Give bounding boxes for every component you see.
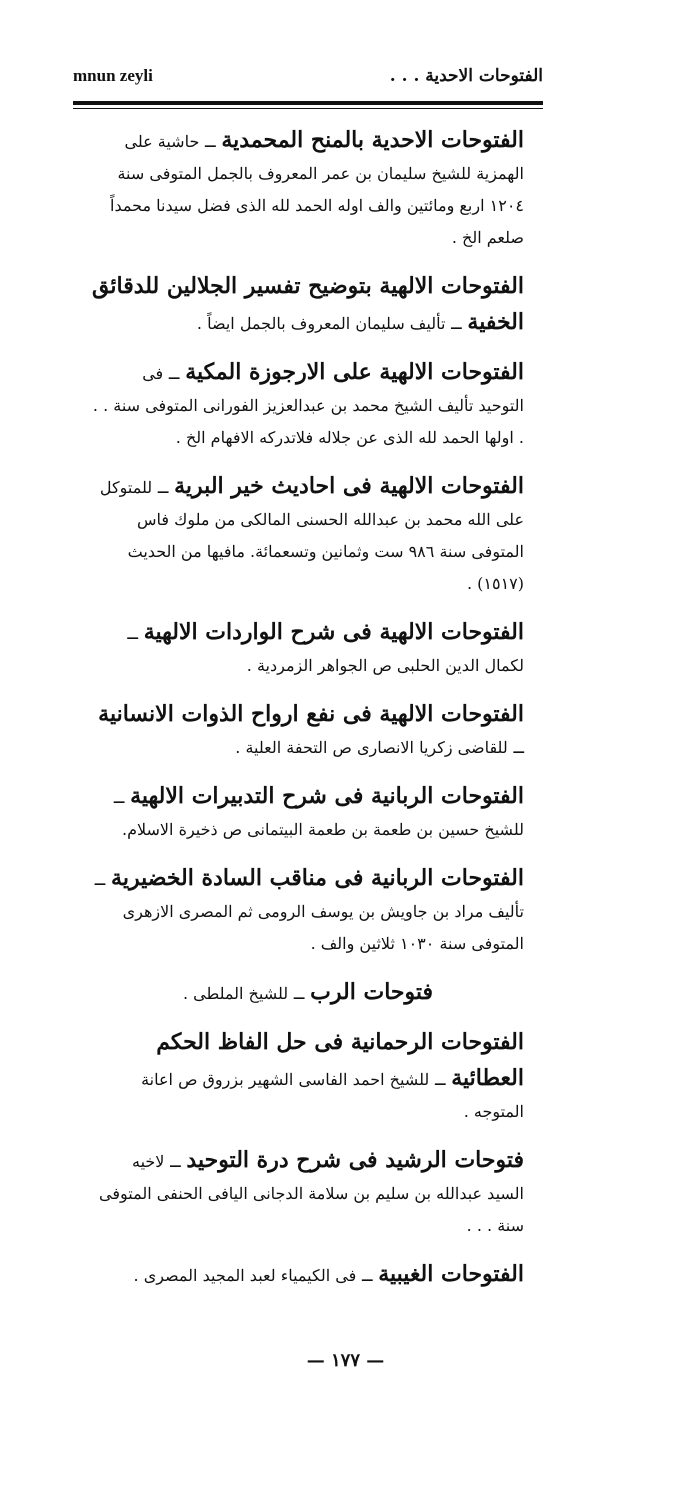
entry-separator: ــ bbox=[164, 1151, 187, 1172]
entry-description: للمتوكل على الله محمد بن عبدالله الحسنى المالكى من ملوك فاس المتوفى سنة ٩٨٦ ست وثمانين وتسعمائة. مافيها من الحديث (١٥١٧) . bbox=[99, 478, 524, 593]
entry-separator: ــ bbox=[199, 131, 222, 152]
entry-separator: ــ bbox=[507, 737, 524, 758]
entry-title: الفتوحات الالهية بتوضيح تفسير الجلالين للدقائق الخفية bbox=[92, 273, 524, 335]
entry-description: للشيخ الملطى . bbox=[182, 984, 289, 1003]
entry-title: الفتوحات الاحدية بالمنح المحمدية bbox=[221, 127, 524, 153]
entry bbox=[92, 1024, 524, 1128]
entry bbox=[92, 122, 524, 254]
entry-description: للشيخ حسين بن طعمة بن طعمة البيتمانى ص ذخيرة الاسلام. bbox=[121, 820, 524, 839]
entry-list bbox=[92, 122, 524, 1306]
entry-separator: ــ bbox=[94, 869, 112, 890]
entry-description: فى التوحيد تأليف الشيخ محمد بن عبدالعزيز الفورانى المتوفى سنة . . . اولها الحمد لله الذى عن جلاله فلاتدركه الافهام الخ . bbox=[92, 364, 524, 447]
entry-separator: ــ bbox=[445, 313, 468, 334]
entry bbox=[92, 860, 524, 960]
entry-description: للقاضى زكريا الانصارى ص التحفة العلية . bbox=[235, 738, 508, 757]
entry-title: الفتوحات الالهية فى احاديث خير البرية bbox=[174, 473, 524, 499]
entry-description: تأليف مراد بن جاويش بن يوسف الرومى ثم المصرى الازهرى المتوفى سنة ١٠٣٠ ثلاثين والف . bbox=[122, 902, 524, 953]
entry-separator: ــ bbox=[356, 1265, 379, 1286]
entry bbox=[92, 614, 524, 682]
entry-title: الفتوحات الالهية فى نفع ارواح الذوات الانسانية bbox=[98, 701, 524, 727]
entry bbox=[92, 268, 524, 340]
entry-title: الفتوحات الربانية فى مناقب السادة الخضيرية bbox=[111, 865, 524, 891]
entry bbox=[92, 696, 524, 764]
entry-separator: ــ bbox=[288, 983, 311, 1004]
entry-title: فتوحات الرشيد فى شرح درة التوحيد bbox=[186, 1147, 524, 1173]
entry-separator: ــ bbox=[113, 787, 131, 808]
entry-title: الفتوحات الرحمانية فى حل الفاظ الحكم العطائية bbox=[156, 1029, 524, 1091]
entry bbox=[92, 1256, 524, 1292]
entry-title: الفتوحات الالهية فى شرح الواردات الالهية bbox=[143, 619, 524, 645]
header-left-text: mnun zeyli bbox=[73, 66, 153, 85]
header-right-text: الفتوحات الاحدية . . . bbox=[389, 66, 543, 86]
entry-description: للشيخ احمد الفاسى الشهير بزروق ص اعانة المتوجه . bbox=[141, 1070, 524, 1121]
entry bbox=[92, 354, 524, 454]
entry bbox=[92, 974, 524, 1010]
running-header bbox=[73, 62, 543, 92]
entry bbox=[92, 1142, 524, 1242]
page-number: — ١٧٧ — bbox=[306, 1350, 385, 1371]
entry bbox=[92, 468, 524, 600]
entry-title: الفتوحات الالهية على الارجوزة المكية bbox=[185, 359, 524, 385]
entry-separator: ــ bbox=[152, 477, 175, 498]
entry-title: الفتوحات الربانية فى شرح التدبيرات الالهية bbox=[130, 783, 524, 809]
entry-description: تأليف سليمان المعروف بالجمل ايضاً . bbox=[196, 314, 446, 333]
entry-separator: ــ bbox=[127, 623, 144, 644]
entry bbox=[92, 778, 524, 846]
entry-description: حاشية على الهمزية للشيخ سليمان بن عمر المعروف بالجمل المتوفى سنة ١٢٠٤ اربع ومائتين والف اوله الحمد لله الذى فضل سيدنا محمداً صلعم الخ . bbox=[110, 132, 524, 247]
entry-title: فتوحات الرب bbox=[310, 979, 434, 1005]
entry-separator: ــ bbox=[163, 363, 186, 384]
entry-description: لكمال الدين الحلبى ص الجواهر الزمردية . bbox=[246, 656, 524, 675]
entry-description: لاخيه السيد عبدالله بن سليم بن سلامة الدجانى اليافى الحنفى المتوفى سنة . . . bbox=[99, 1152, 524, 1235]
entry-title: الفتوحات الغيبية bbox=[378, 1261, 524, 1287]
header-rule-thick bbox=[73, 101, 543, 105]
entry-description: فى الكيمياء لعبد المجيد المصرى . bbox=[133, 1266, 357, 1285]
header-rule-thin bbox=[73, 108, 543, 109]
entry-separator: ــ bbox=[429, 1069, 452, 1090]
